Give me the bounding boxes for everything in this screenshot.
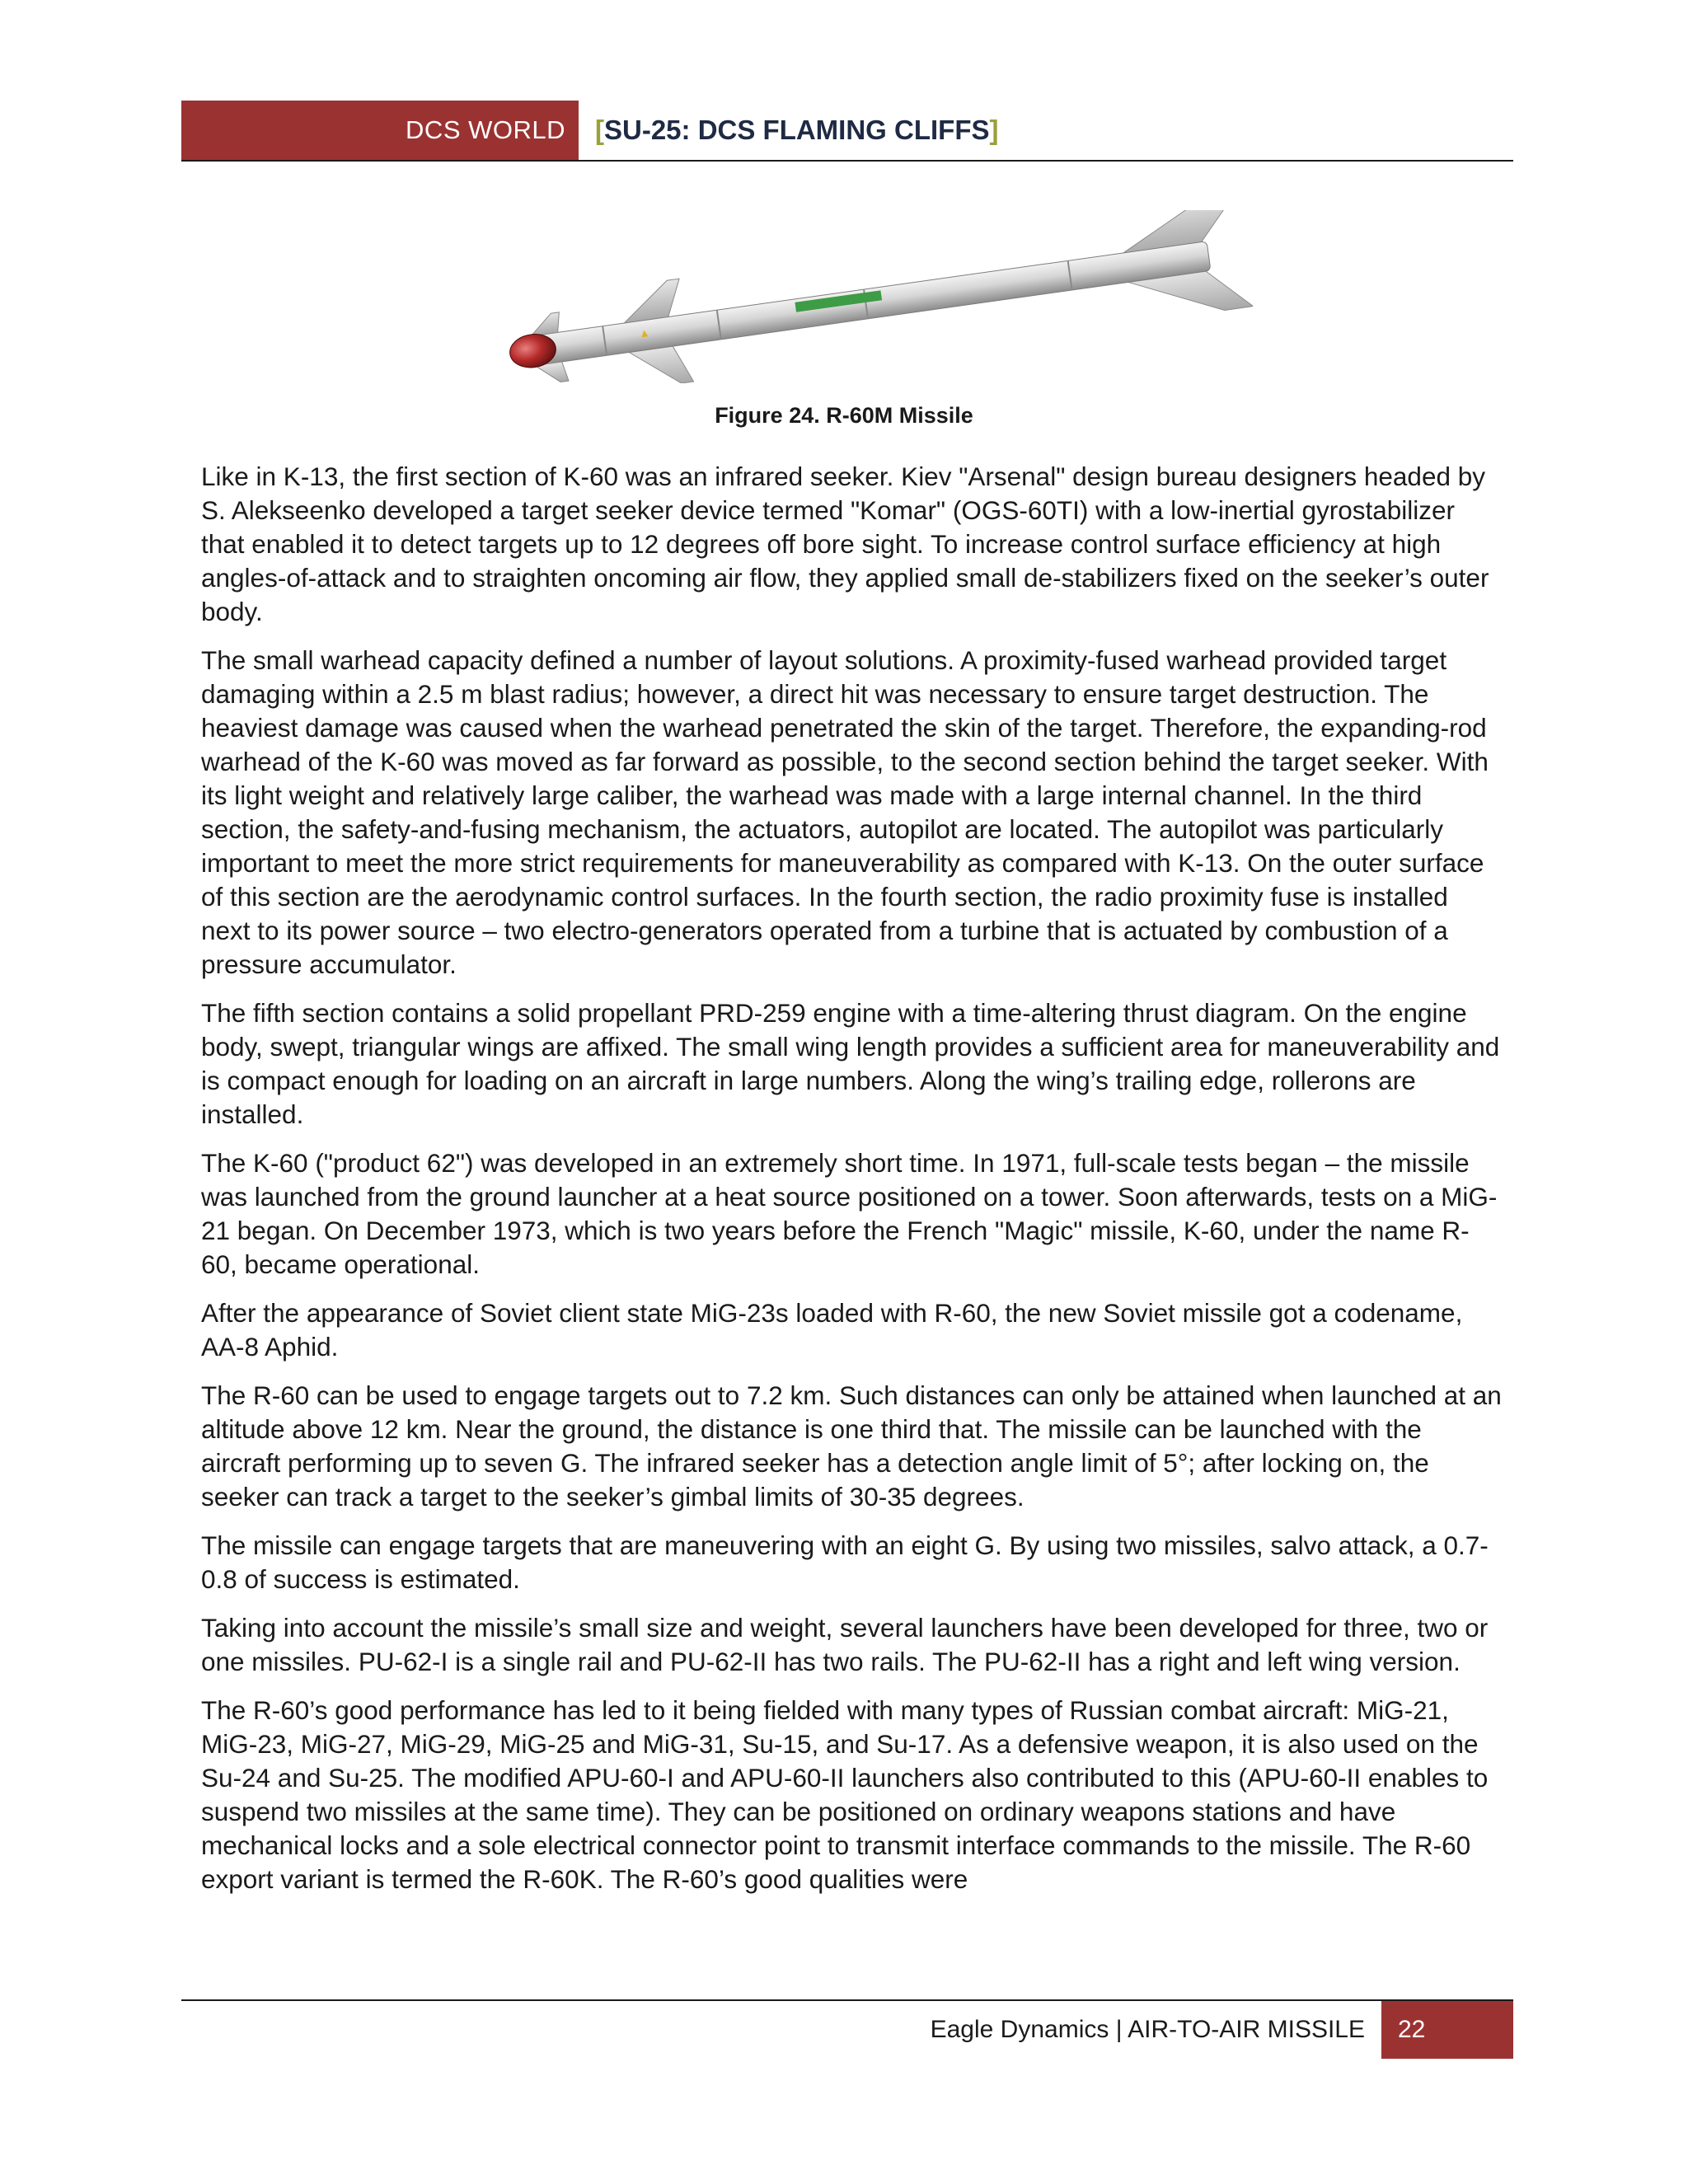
missile-illustration [478, 210, 1253, 383]
paragraph: The missile can engage targets that are maneuvering with an eight G. By using two missiles, salvo attack, a 0.7-0.8 of success is estimated. [201, 1530, 1489, 1594]
header-title [595, 101, 999, 160]
paragraph: The R-60 can be used to engage targets out to 7.2 km. Such distances can only be attained when launched at an altitude above 12 km. Near the ground, the distance is one third that. The missile can be launched with the aircraft performing up to seven G. The infrared seeker has a detection angle limit of 5°; after locking on, the seeker can track a target to the seeker’s gimbal limits of 30-35 degrees. [201, 1380, 1502, 1511]
figure-caption: Figure 24. R-60M Missile [715, 403, 973, 428]
header-title-text: SU-25: DCS FLAMING CLIFFS [604, 115, 990, 145]
paragraph: The fifth section contains a solid propellant PRD-259 engine with a time-altering thrust diagram. On the engine body, swept, triangular wings are affixed. The small wing length provides a sufficient area for maneuverability and is compact enough for loading on an aircraft in large numbers. Along the wing’s trailing edge, rollerons are installed. [201, 998, 1500, 1129]
body-text [201, 460, 1503, 1911]
paragraph: Taking into account the missile’s small size and weight, several launchers have been developed for three, two or one missiles. PU-62-I is a single rail and PU-62-II has two rails. The PU-62-II has a right and left wing version. [201, 1613, 1489, 1676]
paragraph: The small warhead capacity defined a number of layout solutions. A proximity-fused warhead provided target damaging within a 2.5 m blast radius; however, a direct hit was necessary to ensure target destruction. The heaviest damage was caused when the warhead penetrated the skin of the target. Therefore, the expanding-rod warhead of the K-60 was moved as far forward as possible, to the second section behind the target seeker. With its light weight and relatively large caliber, the warhead was made with a large internal channel. In the third section, the safety-and-fusing mechanism, the actuators, autopilot are located. The autopilot was particularly important to meet the more strict requirements for maneuverability as compared with K-13. On the outer surface of this section are the aerodynamic control surfaces. In the fourth section, the radio proximity fuse is installed next to its power source – two electro-generators operated from a turbine that is actuated by combustion of a pressure accumulator. [201, 645, 1489, 979]
paragraph: After the appearance of Soviet client state MiG-23s loaded with R-60, the new Soviet missile got a codename, AA-8 Aphid. [201, 1298, 1463, 1361]
header-rule [181, 160, 1513, 162]
paragraph: The K-60 ("product 62") was developed in an extremely short time. In 1971, full-scale tests began – the missile was launched from the ground launcher at a heat source positioned on a tower. Soon afterwards, tests on a MiG-21 began. On December 1973, which is two years before the French "Magic" missile, K-60, under the name R-60, became operational. [201, 1148, 1498, 1279]
paragraph: The R-60’s good performance has led to it being fielded with many types of Russian combat aircraft: MiG-21, MiG-23, MiG-27, MiG-29, MiG-25 and MiG-31, Su-15, and Su-17. As a defensive weapon, it is also used on the Su-24 and Su-25. The modified APU-60-I and APU-60-II launchers also contributed to this (APU-60-II enables to suspend two missiles at the same time). They can be positioned on ordinary weapons stations and have mechanical locks and a sole electrical connector point to transmit interface commands to the missile. The R-60 export variant is termed the R-60K. The R-60’s good qualities were [201, 1695, 1489, 1894]
paragraph: Like in K-13, the first section of K-60 was an infrared seeker. Kiev "Arsenal" design bureau designers headed by S. Alekseenko developed a target seeker device termed "Komar" (OGS-60TI) with a low-inertial gyrostabilizer that enabled it to detect targets up to 12 degrees off bore sight. To increase control surface efficiency at high angles-of-attack and to straighten oncoming air flow, they applied small de-stabilizers fixed on the seeker’s outer body. [201, 462, 1489, 626]
header-left-label: DCS WORLD [406, 115, 565, 144]
header-bracket-open: [ [595, 115, 604, 145]
footer-text: Eagle Dynamics | AIR-TO-AIR MISSILE [930, 2016, 1365, 2043]
page-number: 22 [1381, 2001, 1513, 2059]
header-bracket-close: ] [989, 115, 999, 145]
